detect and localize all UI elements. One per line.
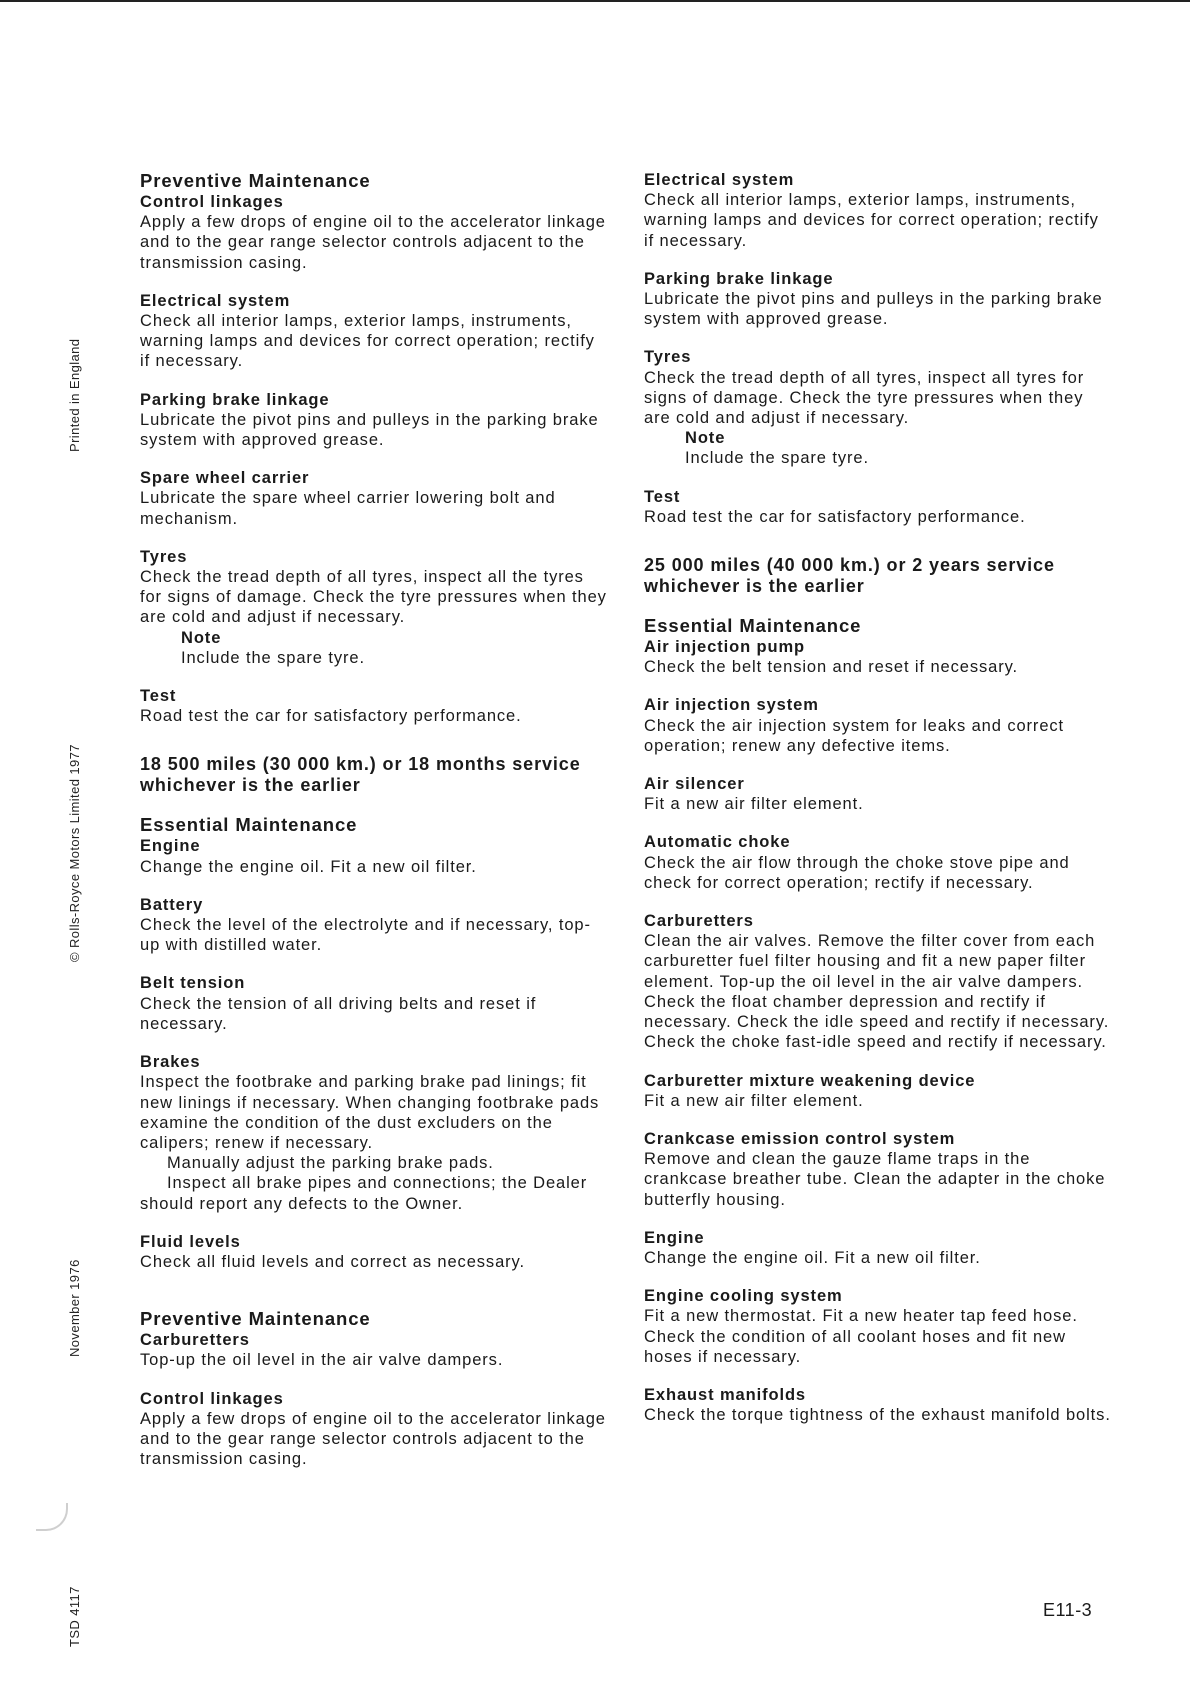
subheading: Test <box>644 487 681 506</box>
section-crankcase-emission <box>644 1129 1114 1210</box>
paragraph: Change the engine oil. Fit a new oil filter. <box>644 1248 981 1267</box>
paragraph: Check the air flow through the choke stove pipe and check for correct operation; rectify if necessary. <box>644 853 1070 892</box>
left-column <box>140 170 610 1487</box>
heading-essential-maintenance: Essential Maintenance <box>140 814 358 836</box>
paragraph: Check the tension of all driving belts and reset if necessary. <box>140 994 537 1033</box>
hole-punch-mark <box>36 1503 68 1531</box>
subheading: Air injection system <box>644 696 819 715</box>
paragraph: Check all interior lamps, exterior lamps, instruments, warning lamps and devices for correct operation; rectify if necessary. <box>140 312 595 371</box>
heading-preventive-maintenance-2: Preventive Maintenance <box>140 1308 371 1330</box>
section-exhaust-manifolds <box>644 1385 1114 1425</box>
paragraph: Road test the car for satisfactory performance. <box>140 707 522 726</box>
subheading: Exhaust manifolds <box>644 1385 806 1404</box>
subheading: Spare wheel carrier <box>140 469 310 488</box>
paragraph: Check all fluid levels and correct as necessary. <box>140 1252 525 1271</box>
subheading: Carburetters <box>140 1331 250 1350</box>
page-number: E11-3 <box>1043 1600 1093 1620</box>
paragraph: Lubricate the pivot pins and pulleys in the parking brake system with approved grease. <box>140 410 599 450</box>
section-air-injection-pump <box>644 615 1114 677</box>
section-engine <box>644 1228 1114 1268</box>
paragraph: Clean the air valves. Remove the filter cover from each carburetter fuel filter housing and fit a new paper filter element. Top-up the oil level in the air valve dampers. Check the float chamber depression and rectify if necessary. Check the idle speed and rectify if necessary. Check the choke fast-idle speed and rectify if necessary. <box>644 932 1110 1052</box>
paragraph: Check the tread depth of all tyres, inspect all tyres for signs of damage. Check the tyre pressures when they are cold and adjust if necessary. <box>644 368 1085 428</box>
document-code: TSD 4117 <box>67 1586 82 1647</box>
subheading: Air injection pump <box>644 638 806 657</box>
right-column <box>644 170 1114 1443</box>
section-belt-tension <box>140 973 610 1034</box>
subheading: Tyres <box>140 547 188 566</box>
subheading: Parking brake linkage <box>140 390 330 409</box>
copyright-notice: © Rolls-Royce Motors Limited 1977 <box>67 744 82 962</box>
paragraph: Check the air injection system for leaks and correct operation; renew any defective items. <box>644 716 1065 755</box>
section-battery <box>140 895 610 956</box>
section-control-linkages <box>140 170 610 273</box>
paragraph: Fit a new thermostat. Fit a new heater tap feed hose. Check the condition of all coolant hoses and fit new hoses if necessary. <box>644 1307 1078 1366</box>
section-test <box>644 487 1114 527</box>
heading-preventive-maintenance: Preventive Maintenance <box>140 170 371 191</box>
subheading: Control linkages <box>140 1389 284 1408</box>
top-border-line <box>0 0 1190 2</box>
section-air-injection-system <box>644 695 1114 756</box>
note-title: Note <box>181 628 222 647</box>
section-spare-wheel <box>140 468 610 529</box>
section-automatic-choke <box>644 832 1114 893</box>
section-parking-brake <box>644 269 1114 330</box>
note-text: Include the spare tyre. <box>685 449 869 468</box>
paragraph: Inspect the footbrake and parking brake pad linings; fit new linings if necessary. When changing footbrake pads examine the condition of the dust excluders on the calipers; renew if necessary. <box>140 1073 600 1152</box>
section-engine-cooling <box>644 1286 1114 1367</box>
subheading: Battery <box>140 895 204 914</box>
subheading: Carburetter mixture weakening device <box>644 1071 976 1090</box>
paragraph: Fit a new air filter element. <box>644 795 864 814</box>
section-electrical <box>140 291 610 372</box>
subheading: Parking brake linkage <box>644 269 834 288</box>
section-control-linkages-2 <box>140 1389 610 1470</box>
subheading: Crankcase emission control system <box>644 1129 956 1148</box>
section-tyres <box>140 547 610 668</box>
section-parking-brake <box>140 390 610 451</box>
section-test <box>140 686 610 726</box>
note-title: Note <box>685 429 726 448</box>
subheading: Control linkages <box>140 193 284 211</box>
paragraph: Fit a new air filter element. <box>644 1091 864 1110</box>
section-electrical <box>644 170 1114 251</box>
paragraph: Apply a few drops of engine oil to the accelerator linkage and to the gear range selector controls adjacent to the transmission casing. <box>140 213 606 272</box>
paragraph: Inspect all brake pipes and connections; the Dealer should report any defects to the Owner. <box>140 1174 588 1213</box>
subheading: Engine cooling system <box>644 1287 843 1306</box>
subheading: Brakes <box>140 1053 201 1072</box>
subheading: Carburetters <box>644 912 754 931</box>
subheading: Test <box>140 687 177 706</box>
section-engine <box>140 814 610 876</box>
service-interval-heading: 18 500 miles (30 000 km.) or 18 months service whichever is the earlier <box>140 754 581 796</box>
section-carburetters <box>644 911 1114 1052</box>
note-text: Include the spare tyre. <box>181 648 365 667</box>
subheading: Electrical system <box>644 171 795 189</box>
paragraph: Check all interior lamps, exterior lamps, instruments, warning lamps and devices for correct operation; rectify if necessary. <box>644 191 1099 250</box>
paragraph: Check the tread depth of all tyres, inspect all the tyres for signs of damage. Check the tyre pressures when they are cold and adjust if necessary. <box>140 568 607 627</box>
section-air-silencer <box>644 774 1114 814</box>
paragraph: Change the engine oil. Fit a new oil filter. <box>140 857 477 876</box>
subheading: Fluid levels <box>140 1232 241 1251</box>
paragraph: Top-up the oil level in the air valve dampers. <box>140 1351 504 1370</box>
note <box>685 428 1114 468</box>
subheading: Engine <box>644 1228 705 1247</box>
paragraph: Check the torque tightness of the exhaust manifold bolts. <box>644 1406 1111 1425</box>
section-carburetters <box>140 1308 610 1370</box>
paragraph: Check the level of the electrolyte and if necessary, top-up with distilled water. <box>140 916 591 955</box>
subheading: Tyres <box>644 348 692 367</box>
subheading: Electrical system <box>140 291 291 310</box>
subheading: Automatic choke <box>644 833 791 852</box>
heading-essential-maintenance: Essential Maintenance <box>644 615 862 637</box>
publication-date: November 1976 <box>67 1259 82 1357</box>
paragraph: Apply a few drops of engine oil to the accelerator linkage and to the gear range selector controls adjacent to the transmission casing. <box>140 1409 606 1469</box>
paragraph: Road test the car for satisfactory performance. <box>644 507 1026 526</box>
paragraph: Lubricate the pivot pins and pulleys in the parking brake system with approved grease. <box>644 290 1103 329</box>
section-fluid-levels <box>140 1232 610 1272</box>
note <box>181 628 610 668</box>
section-brakes <box>140 1052 610 1214</box>
subheading: Belt tension <box>140 974 246 993</box>
subheading: Air silencer <box>644 775 745 794</box>
subheading: Engine <box>140 837 201 856</box>
service-interval-heading: 25 000 miles (40 000 km.) or 2 years service whichever is the earlier <box>644 555 1055 597</box>
printed-in-england: Printed in England <box>67 338 82 452</box>
section-tyres <box>644 347 1114 468</box>
section-weakening-device <box>644 1071 1114 1111</box>
paragraph: Lubricate the spare wheel carrier lowering bolt and mechanism. <box>140 489 556 528</box>
paragraph: Remove and clean the gauze flame traps in the crankcase breather tube. Clean the adapter in the choke butterfly housing. <box>644 1150 1106 1209</box>
paragraph: Manually adjust the parking brake pads. <box>167 1154 494 1173</box>
paragraph: Check the belt tension and reset if necessary. <box>644 658 1019 677</box>
